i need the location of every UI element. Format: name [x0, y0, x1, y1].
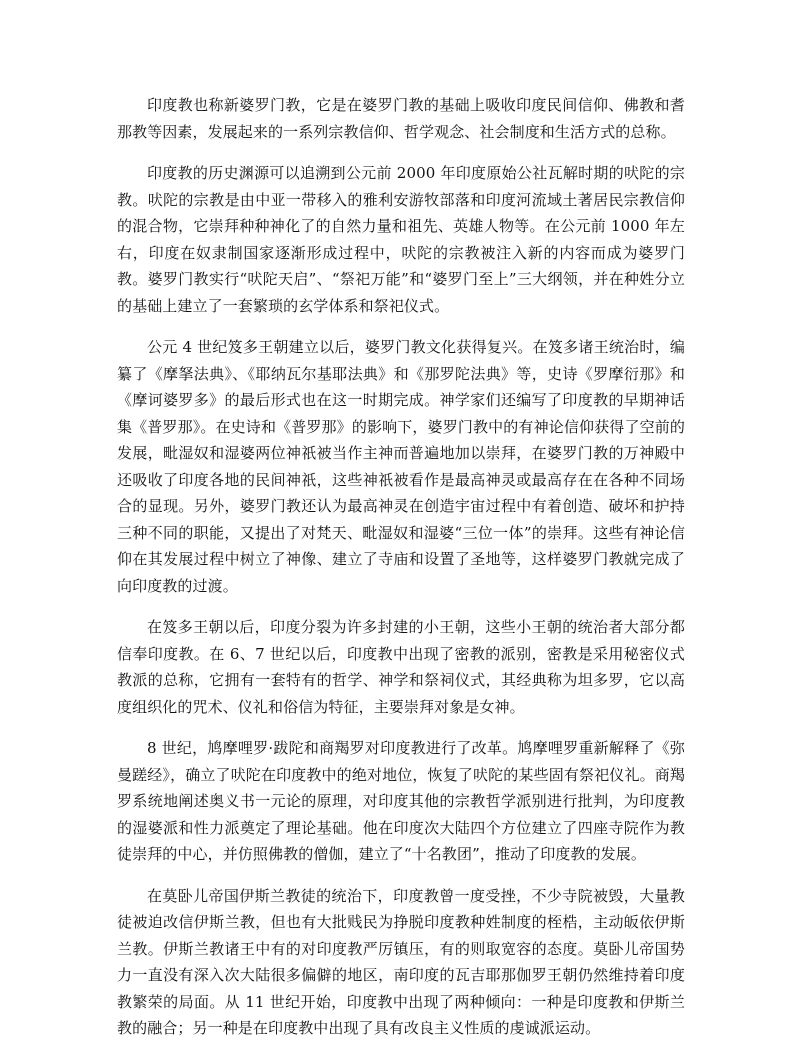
document-body [117, 92, 685, 1057]
paragraph-origins: 印度教的历史渊源可以追溯到公元前 2000 年印度原始公社瓦解时期的吠陀的宗教。吠陀的宗教是由中亚一带移入的雅利安游牧部落和印度河流域土著居民宗教信仰的混合物，它崇拜种种神化了的自然力量和祖先、英雄人物等。在公元前 1000 年左右，印度在奴隶制国家逐渐形成过程中，吠陀的宗教被注入新的内容而成为婆罗门教。婆罗门教实行“吠陀天启”、“祭祀万能”和“婆罗门至上”三大纲领，并在种姓分立的基础上建立了一套繁琐的玄学体系和祭祀仪式。 [117, 164, 685, 315]
paragraph-tantra: 在笈多王朝以后，印度分裂为许多封建的小王朝，这些小王朝的统治者大部分都信奉印度教。在 6、7 世纪以后，印度教中出现了密教的派别，密教是采用秘密仪式教派的总称，它拥有一套特有的哲学、神学和祭祠仪式，其经典称为坦多罗，它以高度组织化的咒术、仪礼和俗信为特征，主要崇拜对象是女神。 [117, 618, 685, 716]
paragraph-reform: 8 世纪，鸠摩哩罗·跋陀和商羯罗对印度教进行了改革。鸠摩哩罗重新解释了《弥曼蹉经》，确立了吠陀在印度教中的绝对地位，恢复了吠陀的某些固有祭祀仪礼。商羯罗系统地阐述奥义书一元论的原理，对印度其他的宗教哲学派别进行批判，为印度教的湿婆派和性力派奠定了理论基础。他在印度次大陆四个方位建立了四座寺院作为教徒崇拜的中心，并仿照佛教的僧伽，建立了“十名教团”，推动了印度教的发展。 [117, 739, 685, 863]
paragraph-mughal-era: 在莫卧儿帝国伊斯兰教徒的统治下，印度教曾一度受挫，不少寺院被毁，大量教徒被迫改信伊斯兰教，但也有大批贱民为挣脱印度教种姓制度的桎梏，主动皈依伊斯兰教。伊斯兰教诸王中有的对印度教严厉镇压，有的则取宽容的态度。莫卧儿帝国势力一直没有深入次大陆很多偏僻的地区，南印度的瓦吉耶那伽罗王朝仍然维持着印度教繁荣的局面。从 11 世纪开始，印度教中出现了两种倾向：一种是印度教和伊斯兰教的融合；另一种是在印度教中出现了具有改良主义性质的虔诚派运动。 [117, 886, 685, 1037]
paragraph-definition: 印度教也称新婆罗门教，它是在婆罗门教的基础上吸收印度民间信仰、佛教和耆那教等因素，发展起来的一系列宗教信仰、哲学观念、社会制度和生活方式的总称。 [117, 96, 685, 141]
paragraph-gupta-revival: 公元 4 世纪笈多王朝建立以后，婆罗门教文化获得复兴。在笈多诸王统治时，编纂了《摩拏法典》、《耶纳瓦尔基耶法典》和《那罗陀法典》等，史诗《罗摩衍那》和《摩诃婆罗多》的最后形式也在这一时期完成。神学家们还编写了印度教的早期神话集《普罗那》。在史诗和《普罗那》的影响下，婆罗门教中的有神论信仰获得了空前的发展，毗湿奴和湿婆两位神祇被当作主神而普遍地加以崇拜，在婆罗门教的万神殿中还吸收了印度各地的民间神祇，这些神祇被看作是最高神灵或最高存在在各种不同场合的显现。另外，婆罗门教还认为最高神灵在创造宇宙过程中有着创造、破坏和护持三种不同的职能，又提出了对梵天、毗湿奴和湿婆“三位一体”的崇拜。这些有神论信仰在其发展过程中树立了神像、建立了寺庙和设置了圣地等，这样婆罗门教就完成了向印度教的过渡。 [117, 338, 685, 595]
